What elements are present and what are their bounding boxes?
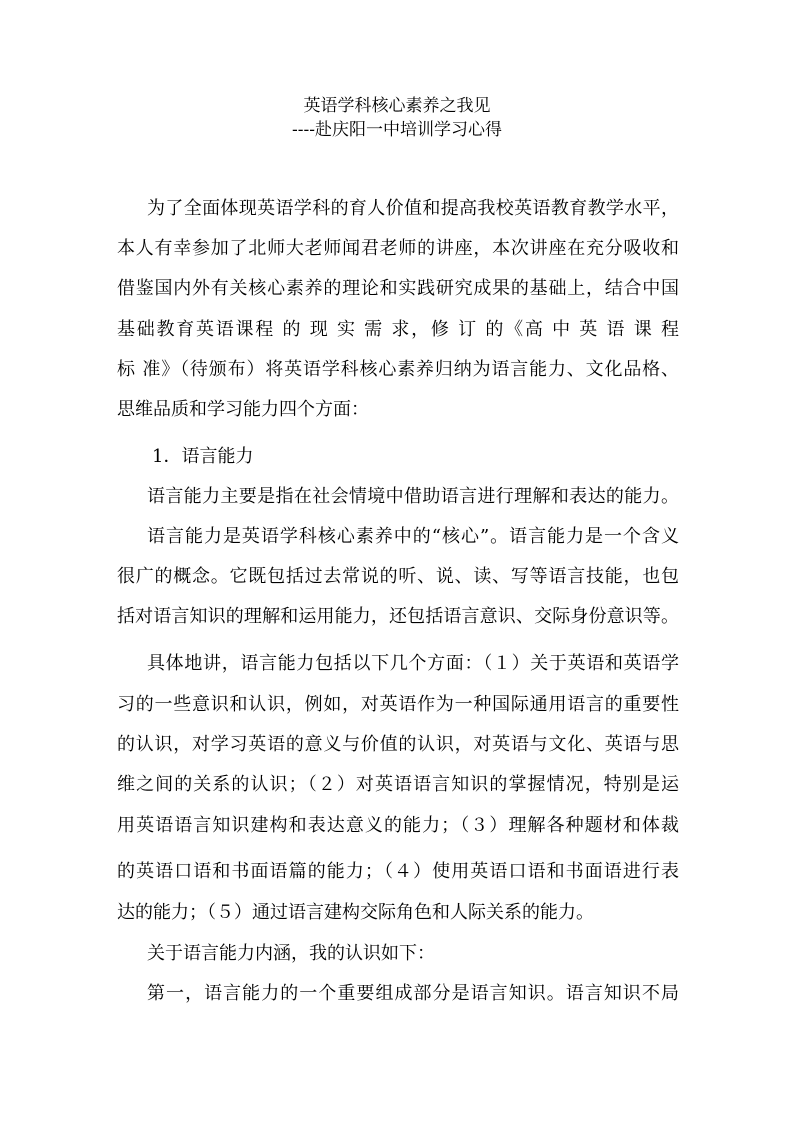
paragraph-line: 本人有幸参加了北师大老师闻君老师的讲座，本次讲座在充分吸收和	[117, 238, 679, 259]
paragraph-line: 借鉴国内外有关核心素养的理论和实践研究成果的基础上，结合中国	[117, 278, 679, 299]
paragraph-line: 为了全面体现英语学科的育人价值和提高我校英语教育教学水平，	[147, 198, 679, 219]
paragraph-line: 第一，语言能力的一个重要组成部分是语言知识。语言知识不局	[147, 983, 679, 1004]
paragraph-line: 基础教育英语课程 的 现 实 需 求，修 订 的《高 中 英 语 课 程	[117, 319, 679, 340]
paragraph-line: 思维品质和学习能力四个方面：	[117, 399, 369, 420]
paragraph-line: 达的能力；（５）通过语言建构交际角色和人际关系的能力。	[117, 902, 594, 923]
paragraph-line: 具体地讲，语言能力包括以下几个方面：（１）关于英语和英语学	[147, 653, 679, 674]
paragraph-line: 的英语口语和书面语篇的能力；（４）使用英语口语和书面语进行表	[117, 861, 679, 882]
document-subtitle: ----赴庆阳一中培训学习心得	[292, 120, 502, 140]
paragraph-line: 维之间的关系的认识；（２）对英语语言知识的掌握情况，特别是运	[117, 774, 679, 795]
section-heading: 1．语言能力	[152, 446, 254, 467]
paragraph-line: 用英语语言知识建构和表达意义的能力；（３）理解各种题材和体裁	[117, 815, 679, 836]
document-title: 英语学科核心素养之我见	[303, 96, 491, 116]
paragraph-line: 关于语言能力内涵，我的认识如下：	[147, 943, 435, 964]
paragraph-line: 的认识，对学习英语的意义与价值的认识，对英语与文化、英语与思	[117, 734, 679, 755]
paragraph-line: 语言能力主要是指在社会情境中借助语言进行理解和表达的能力。	[147, 486, 679, 507]
paragraph-line: 标 准》（待颁布）将英语学科核心素养归纳为语言能力、文化品格、	[117, 359, 679, 380]
paragraph-line: 语言能力是英语学科核心素养中的“核心”。语言能力是一个含义	[147, 526, 679, 547]
paragraph-line: 括对语言知识的理解和运用能力，还包括语言意识、交际身份意识等。	[117, 606, 679, 627]
paragraph-line: 很广的概念。它既包括过去常说的听、说、读、写等语言技能，也包	[117, 566, 679, 587]
paragraph-line: 习的一些意识和认识，例如，对英语作为一种国际通用语言的重要性	[117, 694, 679, 715]
